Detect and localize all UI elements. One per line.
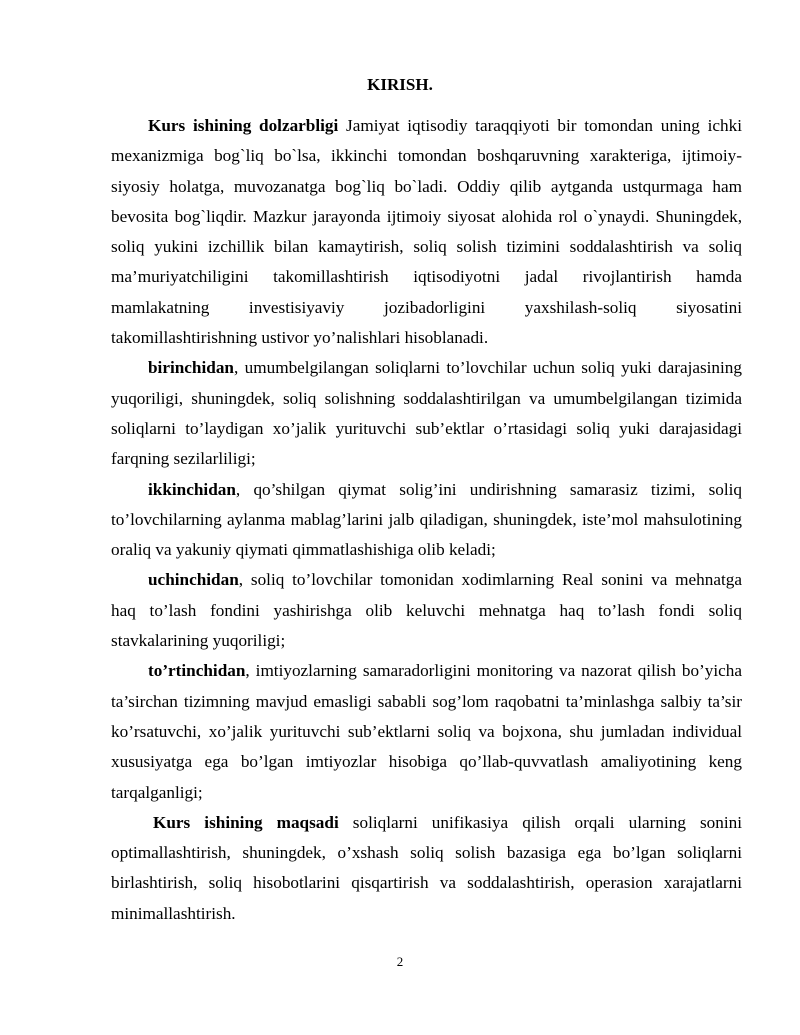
paragraph-text: Jamiyat iqtisodiy taraqqiyoti bir tomondan uning ichki mexanizmiga bog`liq bo`lsa, ikkinchi tomondan boshqaruvning xarakteriga, ijtimoiy-siyosiy holatga, muvozanatga bog`liq bo`ladi. Oddiy qilib aytganda ustqurmaga ham bevosita bog`liqdir. Mazkur jarayonda ijtimoiy siyosat alohida rol o`ynaydi. Shuningdek, soliq yukini izchillik bilan kamaytirish, soliq solish tizimini soddalashtirish va soliq ma’muriyatchiligini takomillashtirish iqtisodiyotni jadal rivojlantirish hamda mamlakatning investisiyaviy jozibadorligini yaxshilash-soliq siyosatini takomillashtirishning ustivor yo’nalishlari hisoblanadi. <box>111 116 742 348</box>
paragraph-third <box>111 565 742 656</box>
paragraph-lead: ikkinchidan <box>148 479 236 499</box>
page-title: KIRISH. <box>367 75 433 94</box>
paragraph-goal <box>111 808 742 929</box>
paragraph-lead: to’rtinchidan <box>148 661 246 681</box>
paragraph-text: , umumbelgilangan soliqlarni to’lovchilar uchun soliq yuki darajasining yuqoriligi, shuningdek, soliq solishning soddalashtirilgan va umumbelgilangan tizimida soliqlarni to’laydigan xo’jalik yurituvchi sub’ektlar o’rtasidagi soliq yuki darajasidagi farqning sezilarliligi; <box>111 358 742 469</box>
paragraph-text: , soliq to’lovchilar tomonidan xodimlarning Real sonini va mehnatga haq to’lash fondini yashirishga olib keluvchi mehnatga haq to’lash fondi soliq stavkalarining yuqoriligi; <box>111 570 742 651</box>
body-text <box>111 111 742 929</box>
paragraph-fourth <box>111 656 742 807</box>
page-number: 2 <box>396 954 404 969</box>
paragraph-lead: birinchidan <box>148 358 234 378</box>
paragraph-relevance <box>111 111 742 353</box>
paragraph-text: , qo’shilgan qiymat solig’ini undirishning samarasiz tizimi, soliq to’lovchilarning aylanma mablag’larini jalb qiladigan, shuningdek, iste’mol mahsulotining oraliq va yakuniy qiymati qimmatlashishiga olib keladi; <box>111 479 742 560</box>
paragraph-text: , imtiyozlarning samaradorligini monitoring va nazorat qilish bo’yicha ta’sirchan tizimning mavjud emasligi sababli sog’lom raqobatni ta’minlashga salbiy ta’sir ko’rsatuvchi, xo’jalik yurituvchi sub’ektlarni soliq va bojxona, shu jumladan individual xususiyatga ega bo’lgan imtiyozlar hisobiga qo’llab-quvvatlash amaliyotining keng tarqalganligi; <box>111 661 742 802</box>
paragraph-lead: Kurs ishining maqsadi <box>153 812 339 832</box>
paragraph-text: soliqlarni unifikasiya qilish orqali ularning sonini optimallashtirish, shuningdek, o’xshash soliq solish bazasiga ega bo’lgan soliqlarni birlashtirish, soliq hisobotlarini qisqartirish va soddalashtirish, operasion xarajatlarni minimallashtirish. <box>111 812 742 923</box>
paragraph-first <box>111 353 742 474</box>
paragraph-lead: uchinchidan <box>148 570 239 590</box>
paragraph-second <box>111 475 742 566</box>
paragraph-lead: Kurs ishining dolzarbligi <box>148 116 339 135</box>
